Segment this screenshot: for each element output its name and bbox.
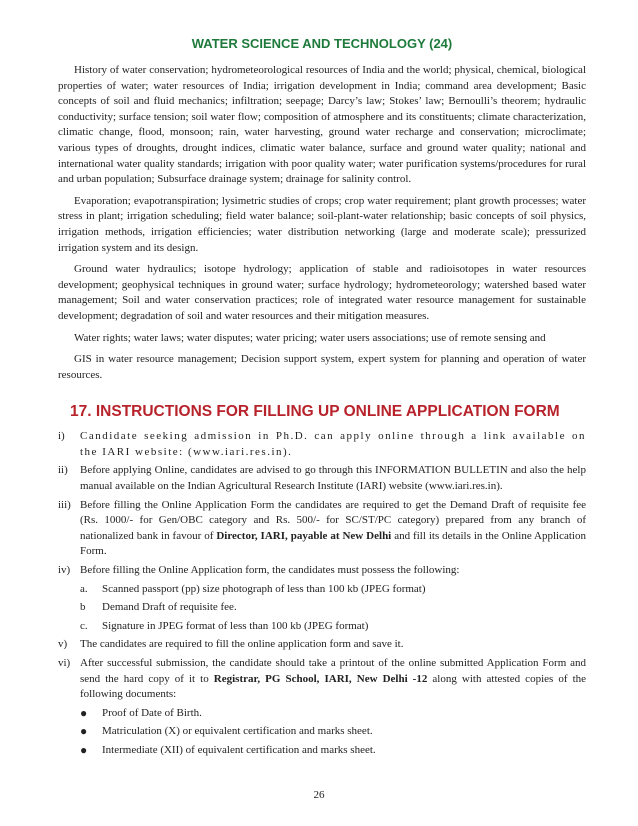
item-number: ii) [58,464,68,477]
item-text: The candidates are required to fill the online application form and save it. [80,638,404,651]
sub-item-mark: a. [80,582,88,595]
paragraph: History of water conservation; hydrometeorological resources of India and the world; physical, chemical, biological properties of water; water resources of India; irrigation development in India; command area development; Basic concepts of soil and fluid mechanics; infiltration; seepage; Darcy’s law; Stokes’ law; Bernoulli’s theorem; hydraulic conductivity; surface tension; soil water flow; composition of atmosphere and its constituents; climate characterization, climatic change, flood, monsoon; rain, water harvesting, ground water recharge and conservation; microclimate; various types of droughts, drought indices, climatic water balance, surface and ground water quality; national and international water quality standards; irrigation with poor quality water; water purification systems/procedures for rural and urban population; Subsurface drainage system; drainage for salinity control. [58,64,586,186]
bullet-icon: ● [80,724,88,739]
paragraph: GIS in water resource management; Decision support system, expert system for planning and operation of water resources. [58,353,586,381]
paragraph: Ground water hydraulics; isotope hydrology; application of stable and radioisotopes in water resources development; geophysical techniques in ground water; surface hydrology; hydrometeorology; watershed based water management; Soil and water conservation practices; role of integrated water resource management for sustainable development; degradation of soil and water resources and their mitigation measures. [58,263,586,322]
instruction-item-iii [58,498,586,560]
bullet-item [80,743,586,759]
bullet-icon: ● [80,705,88,720]
bullet-text: Intermediate (XII) of equivalent certification and marks sheet. [102,743,376,756]
bullet-item [80,724,586,740]
item-text: Candidate seeking admission in Ph.D. can apply online through a link available on the IARI website: (www.iari.res.in). [80,430,586,458]
sub-item [80,619,586,635]
paragraph: Evaporation; evapotranspiration; lysimetric studies of crops; crop water requirement; plant growth processes; water stress in plant; irrigation scheduling; field water balance; soil-plant-water relationship; basic concepts of soil physics, irrigation methods, irrigation efficiencies; water distribution networking (large and moderate scale); pressurized irrigation system and its design. [58,194,586,254]
instruction-item-v [58,637,586,653]
item-text [80,656,586,703]
item-text-pre: After successful submission, the candidate should take a printout of the online submitted Application Form and send the hard copy of it to [80,657,586,685]
sub-item [80,600,586,616]
sub-item-mark: b [80,601,86,614]
instructions-heading: 17. INSTRUCTIONS FOR FILLING UP ONLINE APPLICATION FORM [70,403,560,421]
instruction-item-vi [58,656,586,703]
instruction-item-iv [58,563,586,579]
item-text-pre: Before filling the Online Application Form the candidates are required to get the Demand Draft of requisite fee (Rs. 1000/- for Gen/OBC category and Rs. 500/- for SC/ST/PC category) prepared from any branch of nationalized bank in favour of [80,498,586,542]
paragraph: Water rights; water laws; water disputes; water pricing; water users associations; use of remote sensing and [74,331,546,344]
item-text-post: and fill its details in the Online Application Form. [80,529,586,558]
item-text: Before applying Online, candidates are advised to go through this INFORMATION BULLETIN and also the help manual available on the Indian Agricultural Research Institute (IARI) website (www.iari.res.in). [80,464,586,493]
item-text: Before filling the Online Application form, the candidates must possess the following: [80,564,460,577]
item-number: vi) [58,657,71,669]
page-number: 26 [313,789,325,801]
item-number: iii) [58,498,71,511]
bullet-item [80,706,586,722]
item-text-bold: Director, IARI, payable at New Delhi [216,529,392,542]
document-page [58,36,586,762]
instruction-item-ii [58,463,586,494]
section-title: WATER SCIENCE AND TECHNOLOGY (24) [191,36,453,51]
instruction-item-i [58,429,586,460]
sub-item-text: Scanned passport (pp) size photograph of less than 100 kb (JPEG format) [102,582,426,595]
sub-item-mark: c. [80,619,88,632]
item-text-bold: Registrar, PG School, IARI, New Delhi -12 [213,672,428,685]
bullet-text: Matriculation (X) or equivalent certification and marks sheet. [102,725,373,738]
sub-item [80,582,586,598]
sub-item-text: Signature in JPEG format of less than 100 kb (JPEG format) [102,619,369,632]
item-number: v) [58,638,68,651]
item-number: i) [58,430,65,443]
bullet-text: Proof of Date of Birth. [102,706,202,719]
item-text-post: along with attested copies of the following documents: [80,672,587,701]
sub-item-text: Demand Draft of requisite fee. [102,601,237,614]
bullet-icon: ● [80,742,88,757]
item-number: iv) [58,564,71,577]
item-text [80,498,586,560]
